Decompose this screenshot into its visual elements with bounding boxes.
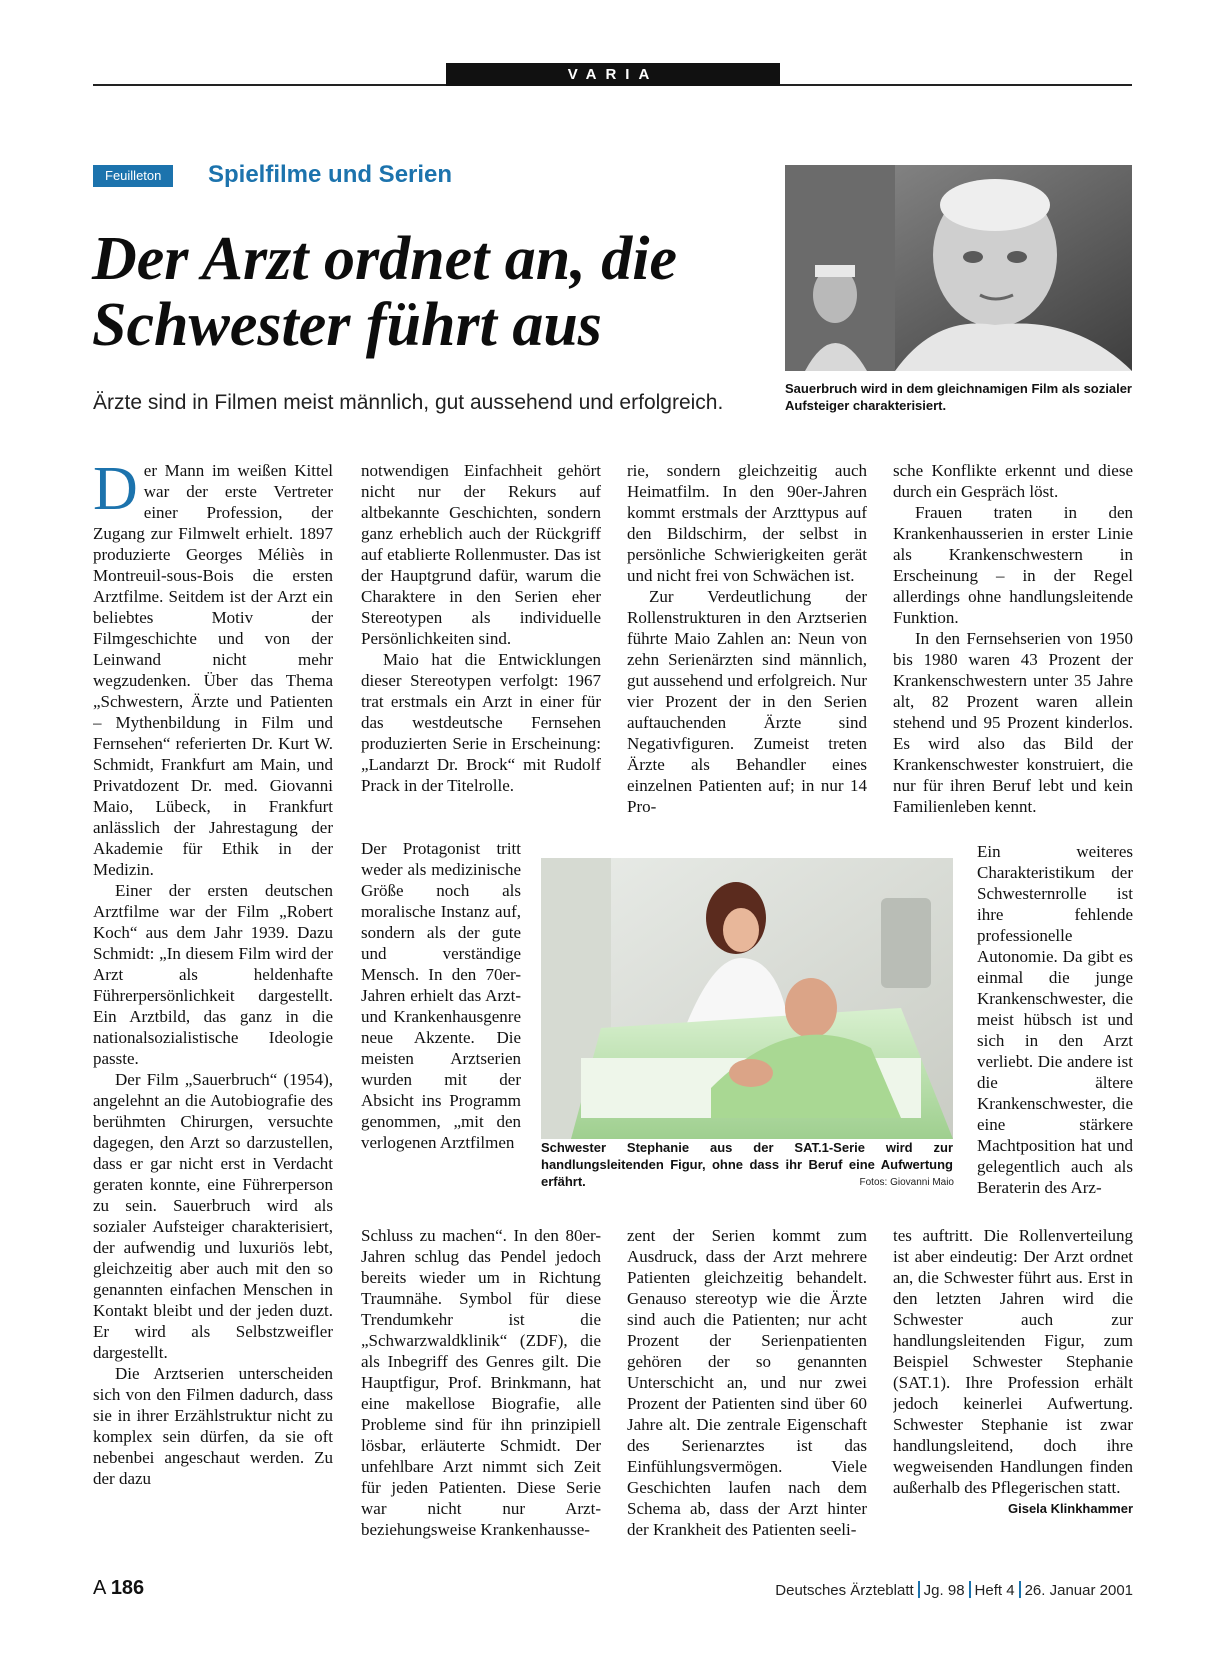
paragraph: Zur Verdeutlichung der Rollenstrukturen in den Arztserien führte Maio Zahlen an: Neun von zehn Serienärzten sind männlich, gut aussehend und erfolgreich. Nur vier Prozent der in den Serien auftauchenden Ärzte sind Negativfiguren. Zumeist treten Ärzte als Behandler eines einzelnen Patienten auf; in nur 14 Pro- — [627, 587, 867, 816]
paragraph: Einer der ersten deutschen Arztfilme war der Film „Robert Koch“ aus dem Jahr 1939. Dazu Schmidt: „In diesem Film wird der Arzt als heldenhafte Führerpersönlichkeit dargestellt. Ein Arztbild, das ganz in die nationalsozialistische Ideologie passte. — [93, 881, 333, 1068]
journal-volume: Jg. 98 — [923, 1582, 965, 1599]
article-column-2-bottom — [361, 1225, 601, 1545]
paragraph: sche Konflikte erkennt und diese durch ein Gespräch löst. — [893, 461, 1133, 501]
paragraph: notwendigen Einfachheit gehört nicht nur der Rekurs auf altbekannte Geschichten, sondern ganz erheblich auch der Rückgriff auf etablierte Rollenmuster. Das ist der Hauptgrund dafür, warum die Charaktere in den Serien eher Stereotypen als individuelle Persönlichkeiten sind. — [361, 461, 601, 648]
author: Gisela Klinkhammer — [1008, 1501, 1133, 1516]
paragraph: zent der Serien kommt zum Ausdruck, dass der Arzt mehrere Patienten gleichzeitig behandelt. Genauso stereotyp wie die Ärzte sind auch die Patienten; nur acht Prozent der Serienpatienten gehören der so genannten Unterschicht an, und nur zwei Prozent der Patienten sind über 60 Jahre alt. Die zentrale Eigenschaft des Serienarztes ist das Einfühlungsvermögen. Viele Geschichten laufen nach dem Schema ab, dass der Arzt hinter der Krankheit des Patienten seeli- — [627, 1226, 867, 1539]
article-column-3 — [627, 460, 867, 860]
paragraph: tes auftritt. Die Rollenverteilung ist aber eindeutig: Der Arzt ordnet an, die Schwester führt aus. Erst in den letzten Jahren wird die Schwester auch zur handlungsleitenden Figur, zum Beispiel Schwester Stephanie (SAT.1). Ihre Profession erhält jedoch keinerlei Aufwertung. Schwester Stephanie ist zwar handlungsleitend, doch ihre wegweisenden Handlungen finden außerhalb des Pflegerischen statt. — [893, 1226, 1133, 1497]
paragraph: er Mann im weißen Kittel war der erste Vertreter einer Profession, der Zugang zur Filmwelt erhielt. 1897 produzierte Georges Méliès in Montreuil-sous-Bois die ersten Arztfilme. Seitdem ist der Arzt ein beliebtes Motiv der Filmgeschichte und von der Leinwand nicht mehr wegzudenken. Über das Thema „Schwestern, Ärzte und Patienten – Mythenbildung in Film und Fernsehen“ referierten Dr. Kurt W. Schmidt, Frankfurt am Main, und Privatdozent Dr. med. Giovanni Maio, Lübeck, in Frankfurt anlässlich der Jahrestagung der Akademie für Ethik in der Medizin. — [93, 461, 333, 879]
separator — [918, 1581, 920, 1598]
article-column-4 — [893, 460, 1133, 840]
page-number-value: 186 — [110, 1577, 145, 1599]
paragraph: Die Arztserien unterscheiden sich von den Filmen dadurch, dass sie in ihrer Erzählstruktur nicht zu komplex sein dürfen, da sie oft nebenbei angeschaut werden. Zu der dazu — [93, 1364, 333, 1488]
article-column-3-bottom — [627, 1225, 867, 1545]
photo-sauerbruch — [785, 165, 1132, 371]
separator — [969, 1581, 971, 1598]
paragraph: Schluss zu machen“. In den 80er-Jahren schlug das Pendel jedoch bereits wieder um in Richtung Traumnähe. Symbol für diese Trendumkehr ist die „Schwarzwaldklinik“ (ZDF), die als Inbegriff des Genres gilt. Die Hauptfigur, Prof. Brinkmann, hat eine makellose Biografie, alle Probleme sind für ihn prinzipiell lösbar, erläuterte Schmidt. Der unfehlbare Arzt nimmt sich Zeit für jeden Patienten. Diese Serie war nicht nur Arzt- beziehungsweise Krankenhausse- — [361, 1226, 601, 1539]
paragraph: Frauen traten in den Krankenhausserien in erster Linie als Krankenschwestern in Erscheinung – in der Regel allerdings ohne handlungsleitende Funktion. — [893, 503, 1133, 627]
section-banner: VARIA — [446, 63, 780, 86]
article-column-2 — [361, 460, 601, 858]
page-number — [93, 1577, 144, 1600]
article-column-4-bottom — [893, 1225, 1133, 1545]
journal-issue: Heft 4 — [974, 1582, 1015, 1599]
article-column-2-wrap — [361, 838, 521, 1225]
rubric-tag: Feuilleton — [93, 165, 173, 187]
kicker-title: Spielfilme und Serien — [208, 161, 453, 188]
paragraph: In den Fernsehserien von 1950 bis 1980 waren 43 Prozent der Krankenschwestern unter 35 Jahre alt, 82 Prozent waren allein stehend und 95 Prozent kinderlos. Es wird also das Bild der Krankenschwester konstruiert, die nur für ihren Beruf lebt und kein Familienleben kennt. — [893, 629, 1133, 816]
journal-name: Deutsches Ärzteblatt — [775, 1582, 914, 1599]
drop-cap: D — [93, 460, 138, 523]
journal-date: 26. Januar 2001 — [1024, 1582, 1133, 1599]
separator — [1019, 1581, 1021, 1598]
paragraph: Maio hat die Entwicklungen dieser Stereotypen verfolgt: 1967 trat erstmals ein Arzt in einer für das westdeutsche Fernsehen produzierten Serie in Erscheinung: „Landarzt Dr. Brock“ mit Rudolf Prack in der Titelrolle. — [361, 650, 601, 795]
paragraph: Der Protagonist tritt weder als medizinische Größe noch als moralische Instanz auf, sondern als der gute und verständige Mensch. In den 70er-Jahren erhielt das Arzt- und Krankenhausgenre neue Akzente. Die meisten Arztserien wurden mit der Absicht ins Programm genommen, „mit den verlogenen Arztfilmen — [361, 839, 521, 1152]
photo-schwester-stephanie — [541, 858, 953, 1139]
photo-caption: Schwester Stephanie aus der SAT.1-Serie wird zur handlungsleitenden Figur, ohne dass ihr Beruf eine Aufwertung erfährt. — [541, 1140, 953, 1189]
paragraph: Ein weiteres Charakteristikum der Schwesternrolle ist ihre fehlende professionelle Autonomie. Da gibt es einmal die junge Krankenschwester, die meist hübsch ist und sich in den Arzt verliebt. Die andere ist die ältere Krankenschwester, die eine stärkere Machtposition hat und gelegentlich auch als Beraterin des Arz- — [977, 842, 1133, 1197]
journal-footer — [775, 1581, 1133, 1599]
photo-credit: Fotos: Giovanni Maio — [859, 1177, 954, 1188]
photo-caption: Sauerbruch wird in dem gleichnamigen Film als sozialer Aufsteiger charakterisiert. — [785, 381, 1132, 413]
article-column-4-wrap — [977, 841, 1133, 1226]
article-column-1 — [93, 460, 333, 1540]
paragraph: rie, sondern gleichzeitig auch Heimatfilm. In den 90er-Jahren kommt erstmals der Arzttypus auf den Bildschirm, der selbst in persönliche Schwierigkeiten gerät und nicht frei von Schwächen ist. — [627, 461, 867, 585]
headline: Der Arzt ordnet an, die Schwester führt aus — [92, 225, 678, 359]
subheadline: Ärzte sind in Filmen meist männlich, gut aussehend und erfolgreich. — [93, 391, 724, 414]
page-prefix: A — [93, 1577, 106, 1599]
paragraph: Der Film „Sauerbruch“ (1954), angelehnt an die Autobiografie des berühmten Chirurgen, versuchte dagegen, den Arzt so darzustellen, dass er gar nicht erst in Verdacht geraten konnte, eine Führerperson zu sein. Sauerbruch wird als sozialer Aufsteiger charakterisiert, der aufwendig und luxuriös lebt, gleichzeitig aber auch mit den so genannten einfachen Menschen in Kontakt bleibt und der jeden duzt. Er wird als Selbstzweifler dargestellt. — [93, 1070, 333, 1362]
